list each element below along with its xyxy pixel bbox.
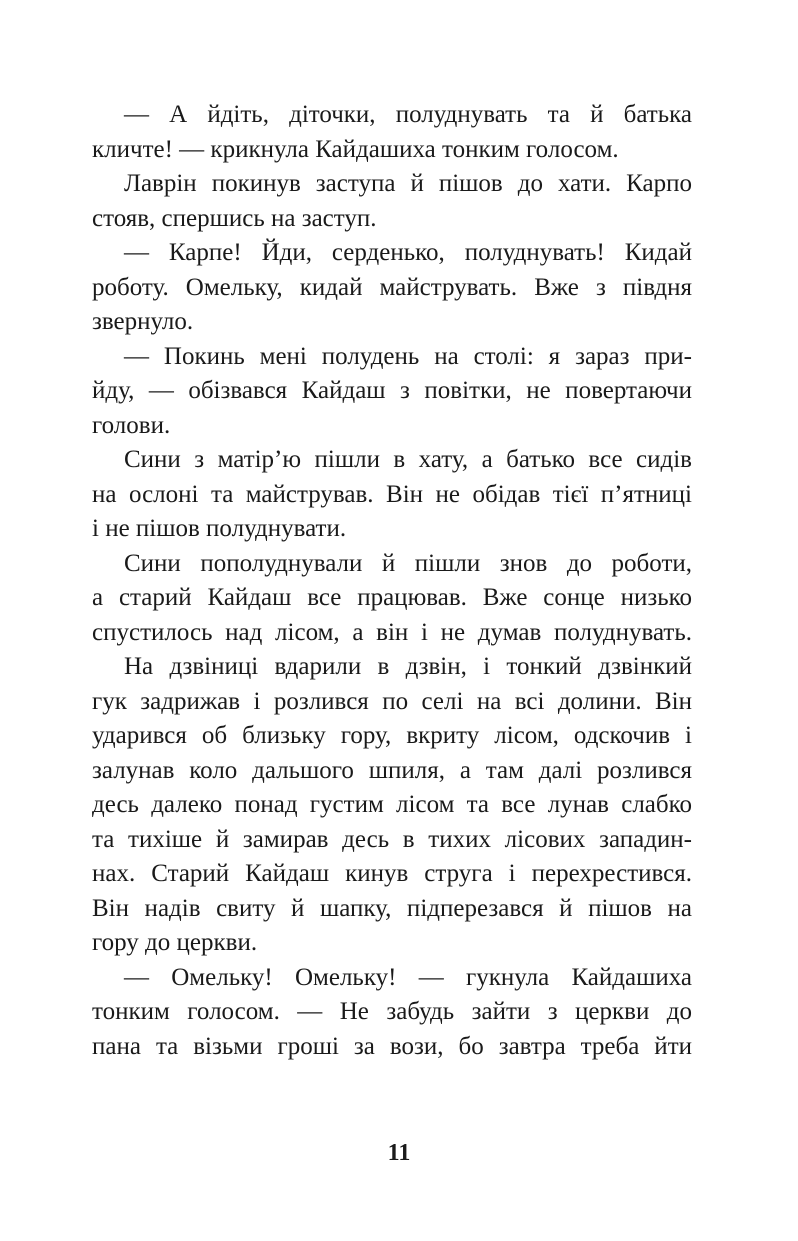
text-line: пана та візьми гроші за вози, бо завтра треба йти bbox=[92, 1032, 692, 1060]
text-line: стояв, спершись на заступ. bbox=[92, 204, 377, 232]
text-line: на ослоні та майстрував. Він не обідав тієї п’ятниці bbox=[92, 480, 692, 508]
text-line: На дзвіниці вдарили в дзвін, і тонкий дзвінкий bbox=[124, 653, 692, 680]
text-line: а старий Кайдаш все працював. Вже сонце низько bbox=[92, 584, 692, 611]
text-line: ударився об близьку гору, вкриту лісом, одскочив і bbox=[92, 722, 692, 749]
text-line: — Покинь мені полудень на столі: я зараз при- bbox=[124, 342, 692, 370]
text-line: — Карпе! Йди, серденько, полуднувать! Кидай bbox=[124, 239, 692, 266]
text-line: гору до церкви. bbox=[92, 929, 258, 956]
text-line: залунав коло дальшого шпиля, а там далі розлився bbox=[92, 756, 692, 784]
text-line: Лаврін покинув заступа й пішов до хати. Карпо bbox=[124, 170, 692, 197]
text-line: Він надів свиту й шапку, підперезався й пішов на bbox=[92, 894, 692, 922]
text-line: звернуло. bbox=[92, 308, 194, 335]
text-line: Сини з матір’ю пішли в хату, а батько все сидів bbox=[124, 446, 692, 473]
text-line: — А йдіть, діточки, полуднувать та й батька bbox=[124, 101, 692, 128]
text-line: голови. bbox=[92, 411, 171, 439]
text-line: гук задрижав і розлився по селі на всі долини. Він bbox=[92, 687, 692, 715]
text-line: — Омельку! Омельку! — гукнула Кайдашиха bbox=[124, 963, 692, 991]
page-number: 11 bbox=[387, 1140, 411, 1166]
text-line: спустилось над лісом, а він і не думав полуднувать. bbox=[92, 618, 692, 646]
book-page-text bbox=[92, 98, 692, 1064]
text-line: роботу. Омельку, кидай майструвать. Вже з півдня bbox=[92, 273, 692, 301]
text-line: десь далеко понад густим лісом та все лунав слабко bbox=[92, 791, 692, 818]
text-line: нах. Старий Кайдаш кинув струга і перехрестився. bbox=[92, 860, 692, 887]
text-line: Сини пополуднували й пішли знов до роботи, bbox=[124, 549, 692, 577]
text-line: йду, — обізвався Кайдаш з повітки, не повертаючи bbox=[92, 377, 692, 404]
text-line: і не пішов полуднувати. bbox=[92, 515, 347, 542]
text-line: та тихіше й замирав десь в тихих лісових западин- bbox=[92, 825, 692, 853]
text-line: кличте! — крикнула Кайдашиха тонким голосом. bbox=[92, 135, 619, 163]
text-line: тонким голосом. — Не забудь зайти з церкви до bbox=[92, 998, 692, 1025]
